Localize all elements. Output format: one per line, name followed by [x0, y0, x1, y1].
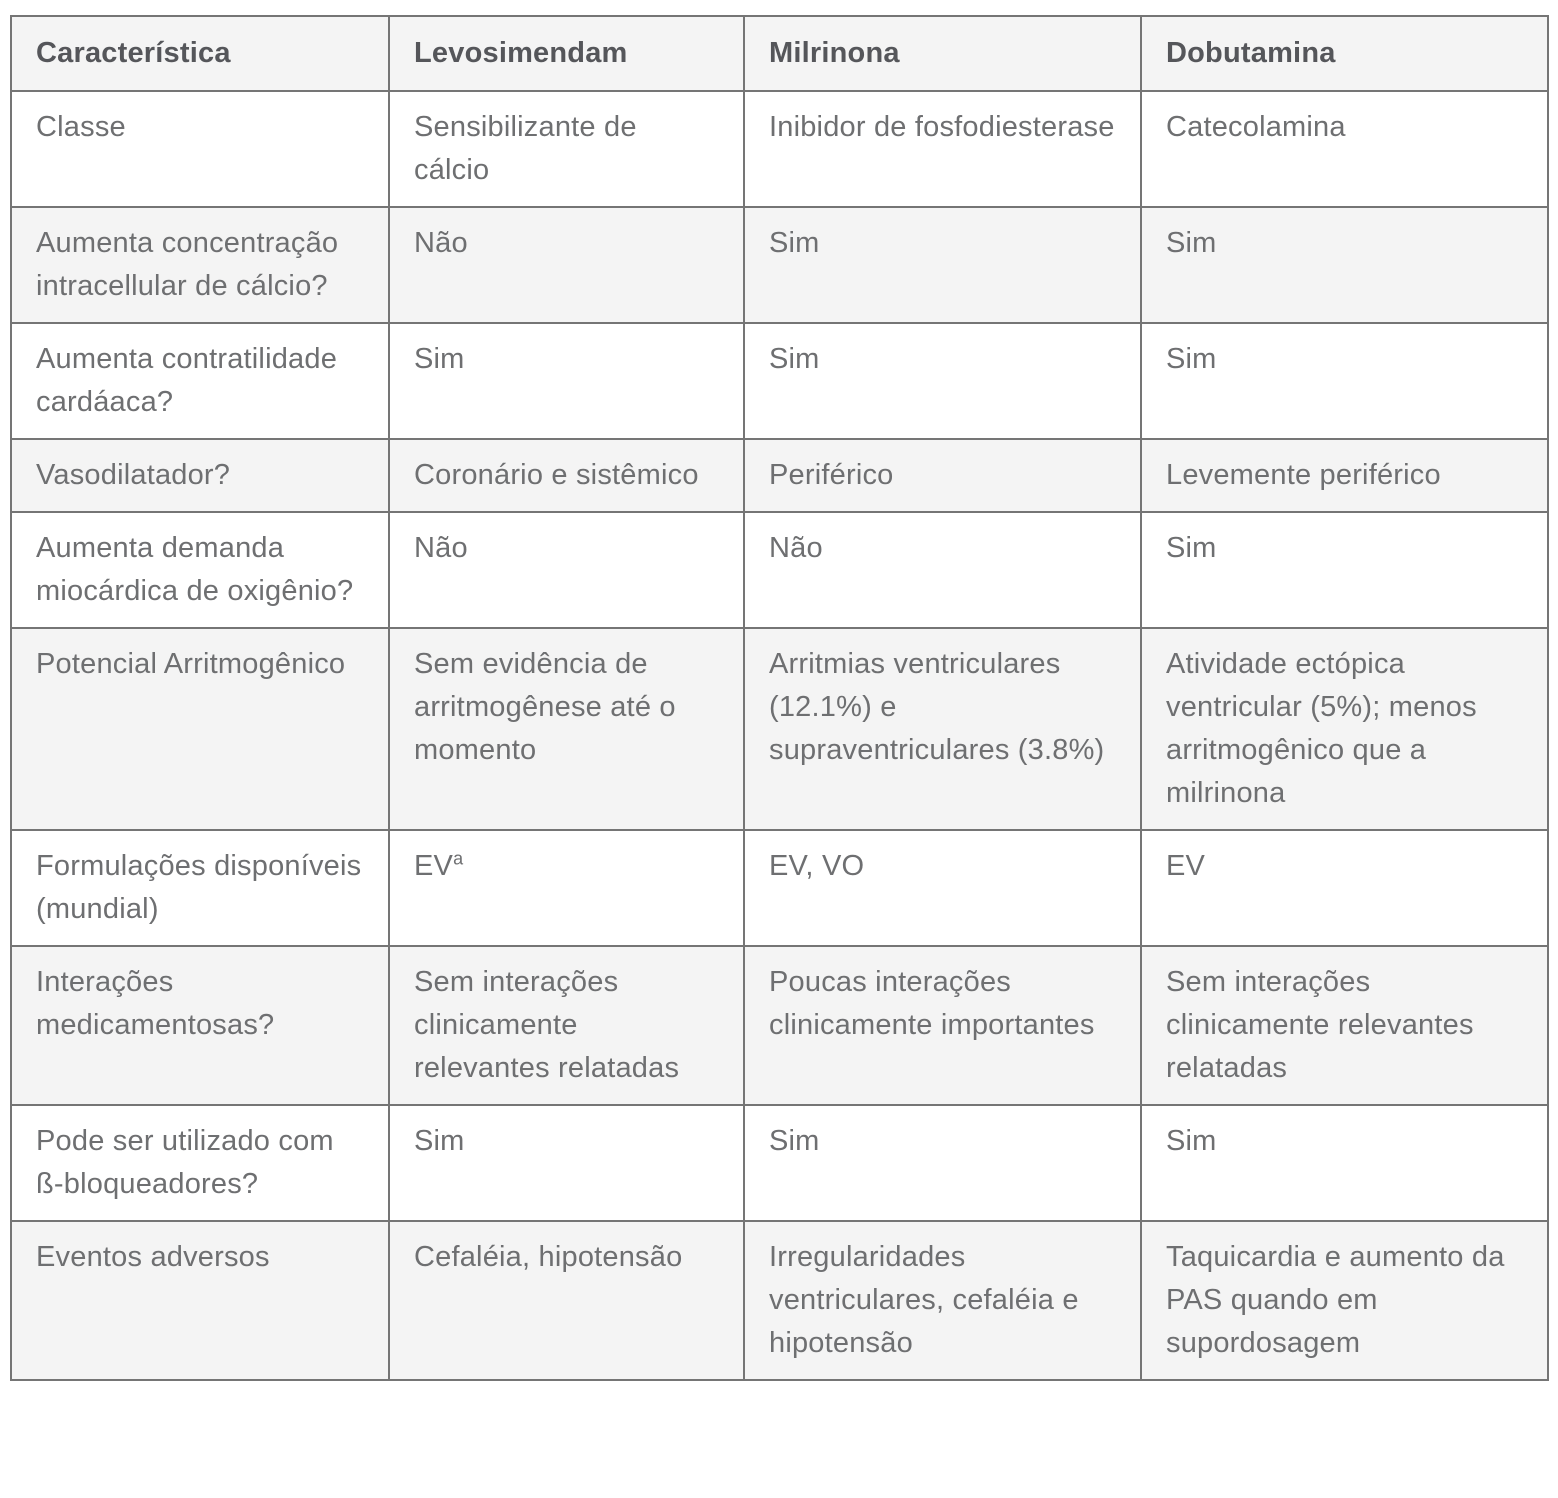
table-row-potencial-arritmogenico [11, 628, 1548, 830]
cell-dobutamina: Catecolamina [1141, 91, 1548, 207]
table-row-beta-bloqueadores [11, 1105, 1548, 1221]
cell-dobutamina: Sim [1141, 1105, 1548, 1221]
cell-dobutamina: Sem interações clinicamente relevantes relatadas [1141, 946, 1548, 1105]
table-row-contratilidade [11, 323, 1548, 439]
column-header-dobutamina: Dobutamina [1141, 16, 1548, 91]
cell-milrinona: Inibidor de fosfodiesterase [744, 91, 1141, 207]
cell-feature: Aumenta contratilidade cardáaca? [11, 323, 389, 439]
cell-feature: Formulações disponíveis (mundial) [11, 830, 389, 946]
table-body [11, 91, 1548, 1380]
cell-milrinona: EV, VO [744, 830, 1141, 946]
cell-milrinona: Sim [744, 1105, 1141, 1221]
cell-dobutamina: Sim [1141, 207, 1548, 323]
table-row-interacoes [11, 946, 1548, 1105]
cell-levosimendam: Não [389, 512, 744, 628]
cell-dobutamina: Taquicardia e aumento da PAS quando em supordosagem [1141, 1221, 1548, 1380]
cell-dobutamina: Atividade ectópica ventricular (5%); menos arritmogênico que a milrinona [1141, 628, 1548, 830]
cell-feature: Eventos adversos [11, 1221, 389, 1380]
cell-levosimendam [389, 830, 744, 946]
cell-levosimendam: Sem evidência de arritmogênese até o momento [389, 628, 744, 830]
footnote-marker: a [453, 848, 464, 869]
cell-feature: Pode ser utilizado com ß-bloqueadores? [11, 1105, 389, 1221]
table-row-vasodilatador [11, 439, 1548, 512]
table-row-formulacoes [11, 830, 1548, 946]
cell-dobutamina: Levemente periférico [1141, 439, 1548, 512]
cell-levosimendam: Sim [389, 1105, 744, 1221]
cell-levosimendam: Cefaléia, hipotensão [389, 1221, 744, 1380]
column-header-caracteristica: Característica [11, 16, 389, 91]
cell-milrinona: Periférico [744, 439, 1141, 512]
cell-levosimendam: Sim [389, 323, 744, 439]
cell-feature: Vasodilatador? [11, 439, 389, 512]
cell-feature: Interações medicamentosas? [11, 946, 389, 1105]
cell-feature: Classe [11, 91, 389, 207]
table-row-demanda-oxigenio [11, 512, 1548, 628]
cell-milrinona: Não [744, 512, 1141, 628]
table-row-concentracao-calcio [11, 207, 1548, 323]
column-header-milrinona: Milrinona [744, 16, 1141, 91]
cell-milrinona: Irregularidades ventriculares, cefaléia e hipotensão [744, 1221, 1141, 1380]
cell-milrinona: Sim [744, 207, 1141, 323]
table-row-eventos-adversos [11, 1221, 1548, 1380]
table-header [11, 16, 1548, 91]
column-header-levosimendam: Levosimendam [389, 16, 744, 91]
cell-feature: Aumenta demanda miocárdica de oxigênio? [11, 512, 389, 628]
cell-dobutamina: Sim [1141, 512, 1548, 628]
cell-dobutamina: Sim [1141, 323, 1548, 439]
cell-levosimendam: Coronário e sistêmico [389, 439, 744, 512]
cell-dobutamina: EV [1141, 830, 1548, 946]
cell-levosimendam: Sem interações clinicamente relevantes relatadas [389, 946, 744, 1105]
cell-feature: Potencial Arritmogênico [11, 628, 389, 830]
cell-feature: Aumenta concentração intracellular de cálcio? [11, 207, 389, 323]
table-row-classe [11, 91, 1548, 207]
cell-milrinona: Poucas interações clinicamente importantes [744, 946, 1141, 1105]
drug-comparison-table [10, 15, 1549, 1381]
header-row [11, 16, 1548, 91]
cell-milrinona: Arritmias ventriculares (12.1%) e supraventriculares (3.8%) [744, 628, 1141, 830]
cell-text: EV [414, 850, 454, 882]
cell-levosimendam: Não [389, 207, 744, 323]
cell-levosimendam: Sensibilizante de cálcio [389, 91, 744, 207]
cell-milrinona: Sim [744, 323, 1141, 439]
